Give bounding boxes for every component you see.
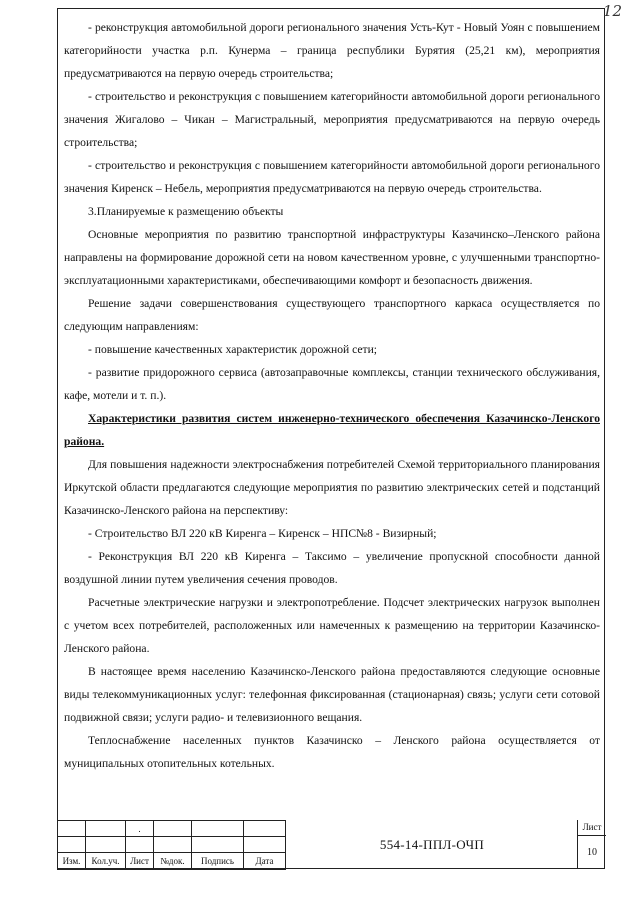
stamp-dot: . bbox=[126, 821, 154, 837]
section-heading: 3.Планируемые к размещению объекты bbox=[88, 205, 284, 218]
header-ndok: №док. bbox=[154, 853, 192, 870]
list-item: - Реконструкция ВЛ 220 кВ Киренга – Таксимо – увеличение пропускной способности данной воздушной линии путем увеличения сечения проводов. bbox=[64, 550, 600, 586]
paragraph: - строительство и реконструкция с повышением категорийности автомобильной дороги регионального значения Киренск – Небель, мероприятия предусматриваются на первую очередь строительства. bbox=[64, 159, 600, 195]
header-data: Дата bbox=[244, 853, 286, 870]
sheet-label: Лист bbox=[578, 820, 606, 836]
paragraph: Теплоснабжение населенных пунктов Казачинско – Ленского района осуществляется от муниципальных отопительных котельных. bbox=[64, 734, 600, 770]
paragraph: Основные мероприятия по развитию транспортной инфраструктуры Казачинско–Ленского района направлены на формирование дорожной сети на новом качественном уровне, с улучшенными транспортно-эксплуатационными характеристиками, обеспечивающими комфорт и безопасность движения. bbox=[64, 228, 600, 287]
document-code: 554-14-ППЛ-ОЧП bbox=[285, 820, 578, 869]
list-item: - повышение качественных характеристик дорожной сети; bbox=[88, 343, 378, 356]
sheet-box bbox=[577, 820, 606, 869]
header-podpis: Подпись bbox=[192, 853, 244, 870]
document-body bbox=[64, 16, 600, 775]
paragraph: - строительство и реконструкция с повышением категорийности автомобильной дороги регионального значения Жигалово – Чикан – Магистральный, мероприятия предусматриваются на первую очередь строительства; bbox=[64, 90, 600, 149]
header-list: Лист bbox=[126, 853, 154, 870]
underlined-heading: Характеристики развития систем инженерно-технического обеспечения Казачинско-Ленского района. bbox=[64, 412, 600, 448]
header-kol-uch: Кол.уч. bbox=[86, 853, 126, 870]
handwritten-page-number: 12 bbox=[602, 2, 622, 20]
sheet-number: 10 bbox=[587, 847, 597, 858]
paragraph: Расчетные электрические нагрузки и электропотребление. Подсчет электрических нагрузок выполнен с учетом всех потребителей, расположенных или намеченных к размещению на территории Казачинско-Ленского района. bbox=[64, 596, 600, 655]
header-izm: Изм. bbox=[58, 853, 86, 870]
paragraph: В настоящее время населению Казачинско-Ленского района предоставляются следующие основные виды телекоммуникационных услуг: телефонная фиксированная (стационарная) связь; услуги сети сотовой подвижной связи; услуги радио- и телевизионного вещания. bbox=[64, 665, 600, 724]
revision-table bbox=[57, 820, 286, 870]
paragraph: Для повышения надежности электроснабжения потребителей Схемой территориального планирования Иркутской области предлагаются следующие мероприятия по развитию электрических сетей и подстанций Казачинско-Ленского района на перспективу: bbox=[64, 458, 600, 517]
list-item: - Строительство ВЛ 220 кВ Киренга – Киренск – НПС№8 - Визирный; bbox=[88, 527, 437, 540]
title-block bbox=[57, 820, 605, 869]
paragraph: Решение задачи совершенствования существующего транспортного каркаса осуществляется по следующим направлениям: bbox=[64, 297, 600, 333]
paragraph: - реконструкция автомобильной дороги регионального значения Усть-Кут - Новый Уоян с повышением категорийности участка р.п. Кунерма – граница республики Бурятия (25,21 км), мероприятия предусматриваются на первую очередь строительства; bbox=[64, 21, 600, 80]
list-item: - развитие придорожного сервиса (автозаправочные комплексы, станции технического обслуживания, кафе, мотели и т. п.). bbox=[64, 366, 600, 402]
